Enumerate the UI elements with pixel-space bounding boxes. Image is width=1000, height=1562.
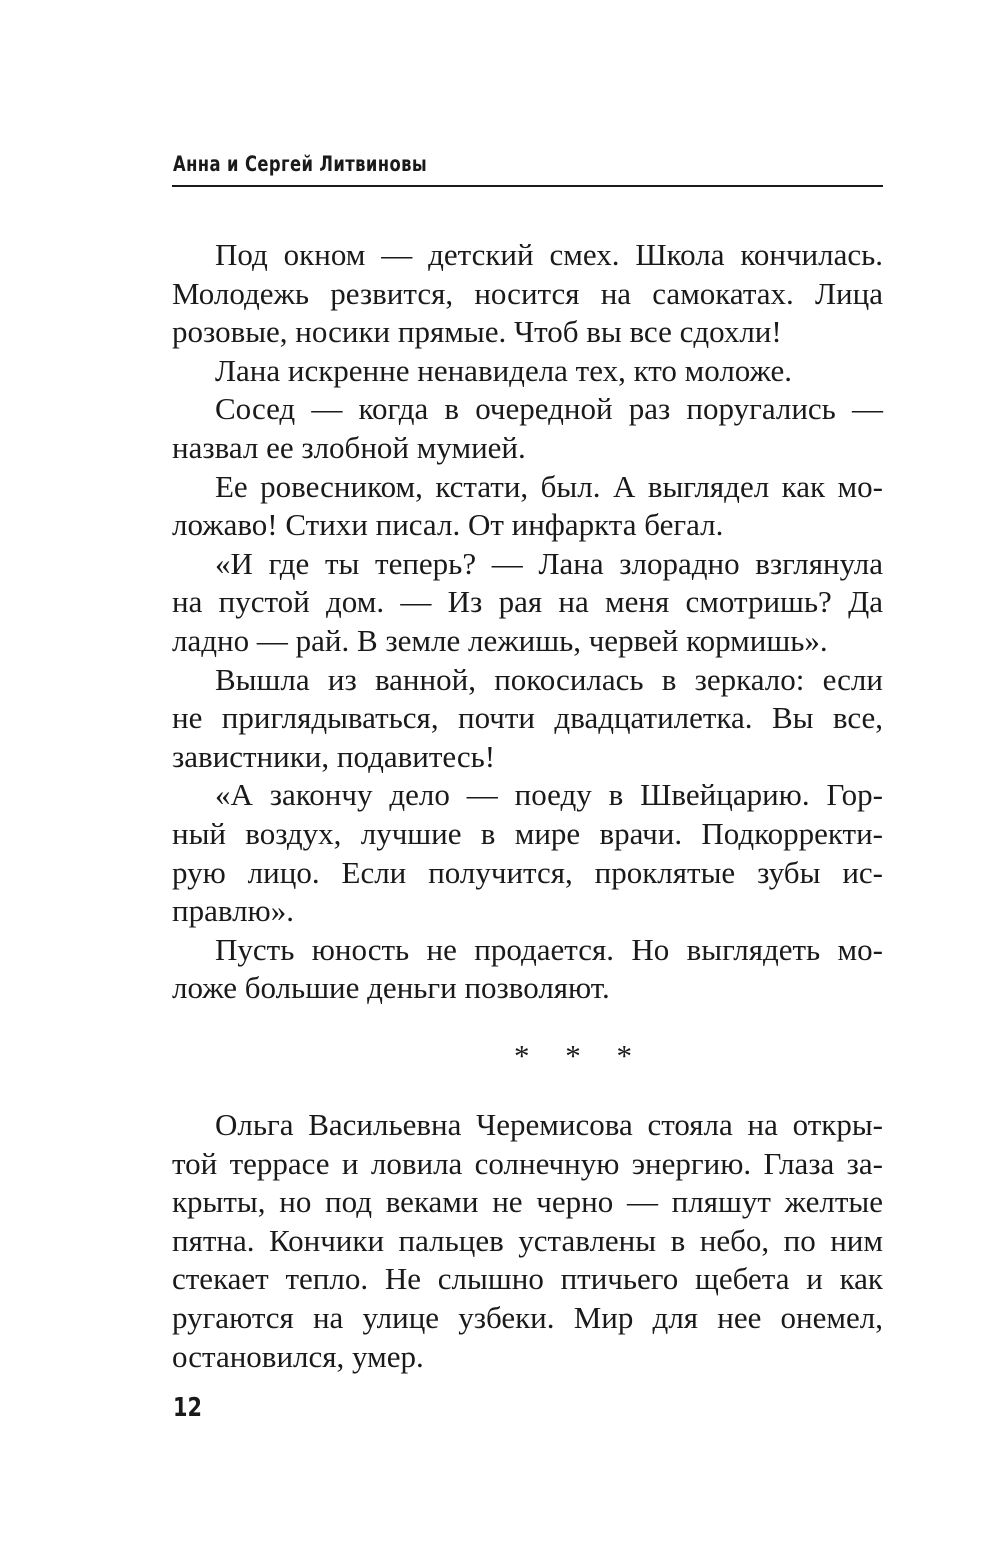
text-line: Ее ровесником, кстати, был. А выглядел как мо- [215,468,883,504]
paragraph [172,468,883,545]
paragraph [172,931,883,1008]
paragraph [172,1106,883,1376]
paragraph [172,776,883,930]
text-line: на пустой дом. — Из рая на меня смотришь? Да [172,584,883,620]
text-line: ложе большие деньги позволяют. [172,970,610,1006]
text-line: ладно — рай. В земле лежишь, червей кормишь». [172,622,828,658]
text-line: Вышла из ванной, покосилась в зеркало: если [215,661,883,697]
header-rule [172,185,883,187]
text-line: крыты, но под веками не черно — пляшут желтые [172,1184,883,1220]
text-line: пятна. Кончики пальцев уставлены в небо, по ним [172,1222,883,1258]
text-line: Молодежь резвится, носится на самокатах. Лица [172,275,883,311]
text-line: Лана искренне ненавидела тех, кто моложе. [215,352,793,388]
text-line: Под окном — детский смех. Школа кончилась. [215,237,883,272]
body-text-section-1 [172,236,883,1008]
text-line: «А закончу дело — поеду в Швейцарию. Гор- [215,777,883,813]
text-line: той террасе и ловила солнечную энергию. Глаза за- [172,1145,883,1181]
paragraph [172,545,883,661]
paragraph [172,236,883,352]
running-head: Анна и Сергей Литвиновы [173,152,428,176]
text-line: стекает тепло. Не слышно птичьего щебета и как [172,1261,883,1297]
text-line: ругаются на улице узбеки. Мир для нее онемел, [172,1299,883,1335]
section-separator: * * * [514,1038,646,1073]
text-line: Ольга Васильевна Черемисова стояла на откры- [215,1107,883,1142]
text-line: остановился, умер. [172,1338,424,1374]
paragraph [172,352,883,391]
text-line: рую лицо. Если получится, проклятые зубы ис- [172,854,883,890]
text-line: розовые, носики прямые. Чтоб вы все сдохли! [172,314,782,350]
text-line: Пусть юность не продается. Но выглядеть мо- [215,931,883,967]
page-number: 12 [173,1393,202,1423]
text-line: Сосед — когда в очередной раз поругались — [215,391,883,427]
paragraph [172,390,883,467]
text-line: не приглядываться, почти двадцатилетка. Вы все, [172,700,883,736]
paragraph [172,661,883,777]
text-line: завистники, подавитесь! [172,738,496,774]
body-text-section-2 [172,1106,883,1376]
text-line: назвал ее злобной мумией. [172,429,526,465]
text-line: ный воздух, лучшие в мире врачи. Подкорректи- [172,815,883,851]
text-line: «И где ты теперь? — Лана злорадно взглянула [215,545,883,581]
text-line: ложаво! Стихи писал. От инфаркта бегал. [172,507,724,543]
text-line: правлю». [172,893,294,929]
